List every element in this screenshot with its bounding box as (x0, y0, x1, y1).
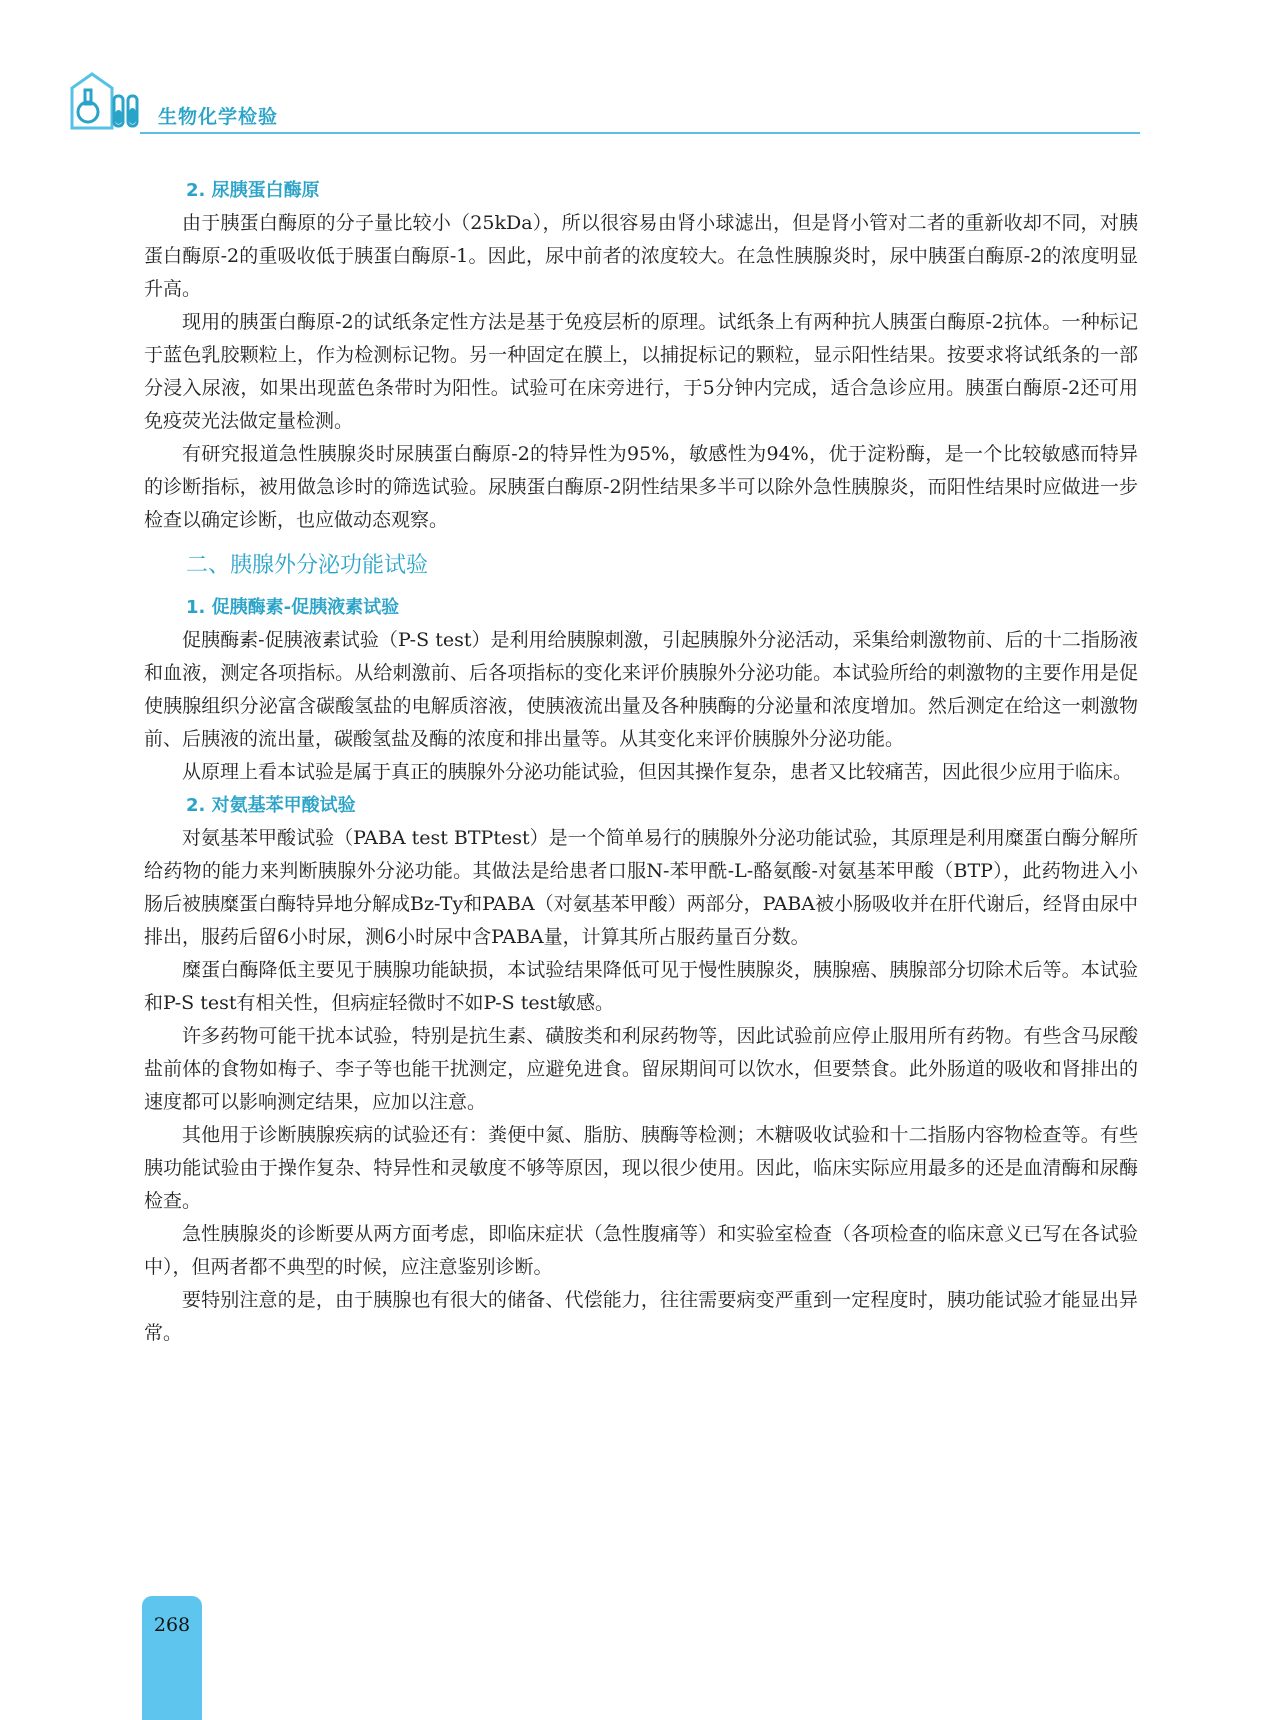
page-body (144, 174, 1138, 1350)
paragraph: 对氨基苯甲酸试验（PABA test BTPtest）是一个简单易行的胰腺外分泌功能试验，其原理是利用糜蛋白酶分解所给药物的能力来判断胰腺外分泌功能。其做法是给患者口服N-苯甲酰-L-酪氨酸-对氨基苯甲酸（BTP），此药物进入小肠后被胰糜蛋白酶特异地分解成Bz-Ty和PABA（对氨基苯甲酸）两部分，PABA被小肠吸收并在肝代谢后，经肾由尿中排出，服药后留6小时尿，测6小时尿中含PABA量，计算其所占服药量百分数。 (144, 827, 1139, 948)
paragraph: 糜蛋白酶降低主要见于胰腺功能缺损，本试验结果降低可见于慢性胰腺炎，胰腺癌、胰腺部分切除术后等。本试验和P-S test有相关性，但病症轻微时不如P-S test敏感。 (144, 959, 1138, 1014)
section-heading: 二、胰腺外分泌功能试验 (186, 553, 429, 578)
paragraph: 现用的胰蛋白酶原-2的试纸条定性方法是基于免疫层析的原理。试纸条上有两种抗人胰蛋白酶原-2抗体。一种标记于蓝色乳胶颗粒上，作为检测标记物。另一种固定在膜上，以捕捉标记的颗粒，显示阳性结果。按要求将试纸条的一部分浸入尿液，如果出现蓝色条带时为阳性。试验可在床旁进行，于5分钟内完成，适合急诊应用。胰蛋白酶原-2还可用免疫荧光法做定量检测。 (144, 311, 1138, 432)
page-header (70, 60, 1140, 140)
paragraph: 由于胰蛋白酶原的分子量比较小（25kDa），所以很容易由肾小球滤出，但是肾小管对二者的重新收却不同，对胰蛋白酶原-2的重吸收低于胰蛋白酶原-1。因此，尿中前者的浓度较大。在急性胰腺炎时，尿中胰蛋白酶原-2的浓度明显升高。 (144, 212, 1138, 300)
header-rule (140, 132, 1140, 134)
paragraph: 要特别注意的是，由于胰腺也有很大的储备、代偿能力，往往需要病变严重到一定程度时，胰功能试验才能显出异常。 (144, 1289, 1138, 1344)
paragraph: 从原理上看本试验是属于真正的胰腺外分泌功能试验，但因其操作复杂，患者又比较痛苦，因此很少应用于临床。 (182, 761, 1133, 783)
page-number: 268 (153, 1614, 191, 1636)
running-title: 生物化学检验 (158, 106, 279, 128)
sub-heading: 1. 促胰酶素-促胰液素试验 (186, 597, 400, 618)
chemistry-flask-test-tube-icon (70, 68, 150, 132)
page-number-tab (142, 1596, 202, 1720)
paragraph: 有研究报道急性胰腺炎时尿胰蛋白酶原-2的特异性为95%，敏感性为94%，优于淀粉酶，是一个比较敏感而特异的诊断指标，被用做急诊时的筛选试验。尿胰蛋白酶原-2阴性结果多半可以除外急性胰腺炎，而阳性结果时应做进一步检查以确定诊断，也应做动态观察。 (144, 443, 1138, 531)
sub-heading: 2. 对氨基苯甲酸试验 (186, 795, 356, 816)
sub-heading: 2. 尿胰蛋白酶原 (186, 180, 320, 201)
paragraph: 急性胰腺炎的诊断要从两方面考虑，即临床症状（急性腹痛等）和实验室检查（各项检查的临床意义已写在各试验中），但两者都不典型的时候，应注意鉴别诊断。 (144, 1223, 1138, 1278)
paragraph: 许多药物可能干扰本试验，特别是抗生素、磺胺类和利尿药物等，因此试验前应停止服用所有药物。有些含马尿酸盐前体的食物如梅子、李子等也能干扰测定，应避免进食。留尿期间可以饮水，但要禁食。此外肠道的吸收和肾排出的速度都可以影响测定结果，应加以注意。 (144, 1025, 1138, 1113)
paragraph: 促胰酶素-促胰液素试验（P-S test）是利用给胰腺刺激，引起胰腺外分泌活动，采集给刺激物前、后的十二指肠液和血液，测定各项指标。从给刺激前、后各项指标的变化来评价胰腺外分泌功能。本试验所给的刺激物的主要作用是促使胰腺组织分泌富含碳酸氢盐的电解质溶液，使胰液流出量及各种胰酶的分泌量和浓度增加。然后测定在给这一刺激物前、后胰液的流出量，碳酸氢盐及酶的浓度和排出量等。从其变化来评价胰腺外分泌功能。 (144, 629, 1138, 750)
paragraph: 其他用于诊断胰腺疾病的试验还有：粪便中氮、脂肪、胰酶等检测；木糖吸收试验和十二指肠内容物检查等。有些胰功能试验由于操作复杂、特异性和灵敏度不够等原因，现以很少使用。因此，临床实际应用最多的还是血清酶和尿酶检查。 (144, 1124, 1138, 1212)
